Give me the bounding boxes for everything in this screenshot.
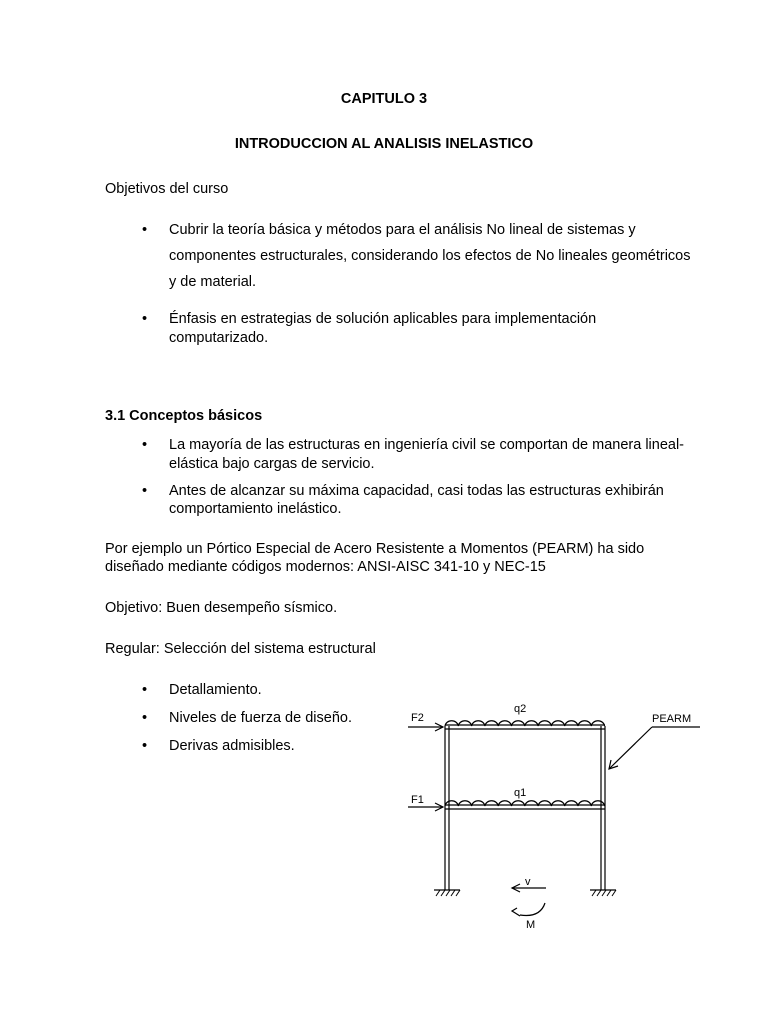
pearm-leader	[610, 727, 652, 768]
label-q1: q1	[514, 787, 527, 799]
list-item: Niveles de fuerza de diseño.	[169, 710, 352, 726]
list-item: Detallamiento.	[169, 682, 262, 698]
list-item-line: y de material.	[169, 274, 257, 290]
arrowhead-icon	[512, 908, 520, 916]
support-hatch-icon	[436, 890, 616, 896]
label-m: M	[526, 919, 536, 931]
list-item-line: componentes estructurales, considerando los efectos de No lineales geométricos	[169, 248, 691, 264]
list-item-line: comportamiento inelástico.	[169, 501, 342, 517]
bullet-marker: •	[142, 222, 148, 238]
list-item-line: Énfasis en estrategias de solución aplicables para implementación	[169, 311, 597, 327]
bullet-marker: •	[142, 437, 148, 453]
regular-line: Regular: Selección del sistema estructural	[105, 641, 376, 657]
bullet-marker: •	[142, 738, 148, 754]
list-item-line: Antes de alcanzar su máxima capacidad, casi todas las estructuras exhibirán	[169, 483, 664, 499]
label-f1: F1	[411, 794, 424, 806]
list-item-line: computarizado.	[169, 330, 269, 346]
chapter-subtitle: INTRODUCCION AL ANALISIS INELASTICO	[234, 136, 534, 152]
moment-m-arc	[520, 903, 545, 916]
bullet-marker: •	[142, 682, 148, 698]
list-item-line: Cubrir la teoría básica y métodos para el análisis No lineal de sistemas y	[169, 222, 636, 238]
objectives-heading: Objetivos del curso	[105, 181, 229, 197]
list-item: Derivas admisibles.	[169, 738, 295, 754]
label-v: v	[525, 876, 531, 888]
label-pearm: PEARM	[652, 713, 692, 725]
section-heading: 3.1 Conceptos básicos	[105, 408, 263, 424]
bullet-marker: •	[142, 311, 148, 327]
list-item-line: La mayoría de las estructuras en ingeniería civil se comportan de manera lineal-	[169, 437, 685, 453]
bullet-marker: •	[142, 710, 148, 726]
label-f2: F2	[411, 712, 424, 724]
list-item-line: elástica bajo cargas de servicio.	[169, 456, 375, 472]
chapter-title: CAPITULO 3	[340, 91, 428, 107]
label-q2: q2	[514, 703, 527, 715]
objective-line: Objetivo: Buen desempeño sísmico.	[105, 600, 338, 616]
example-paragraph-line: diseñado mediante códigos modernos: ANSI-AISC 341-10 y NEC-15	[105, 559, 546, 575]
bullet-marker: •	[142, 483, 148, 499]
example-paragraph-line: Por ejemplo un Pórtico Especial de Acero Resistente a Momentos (PEARM) ha sido	[105, 541, 645, 557]
